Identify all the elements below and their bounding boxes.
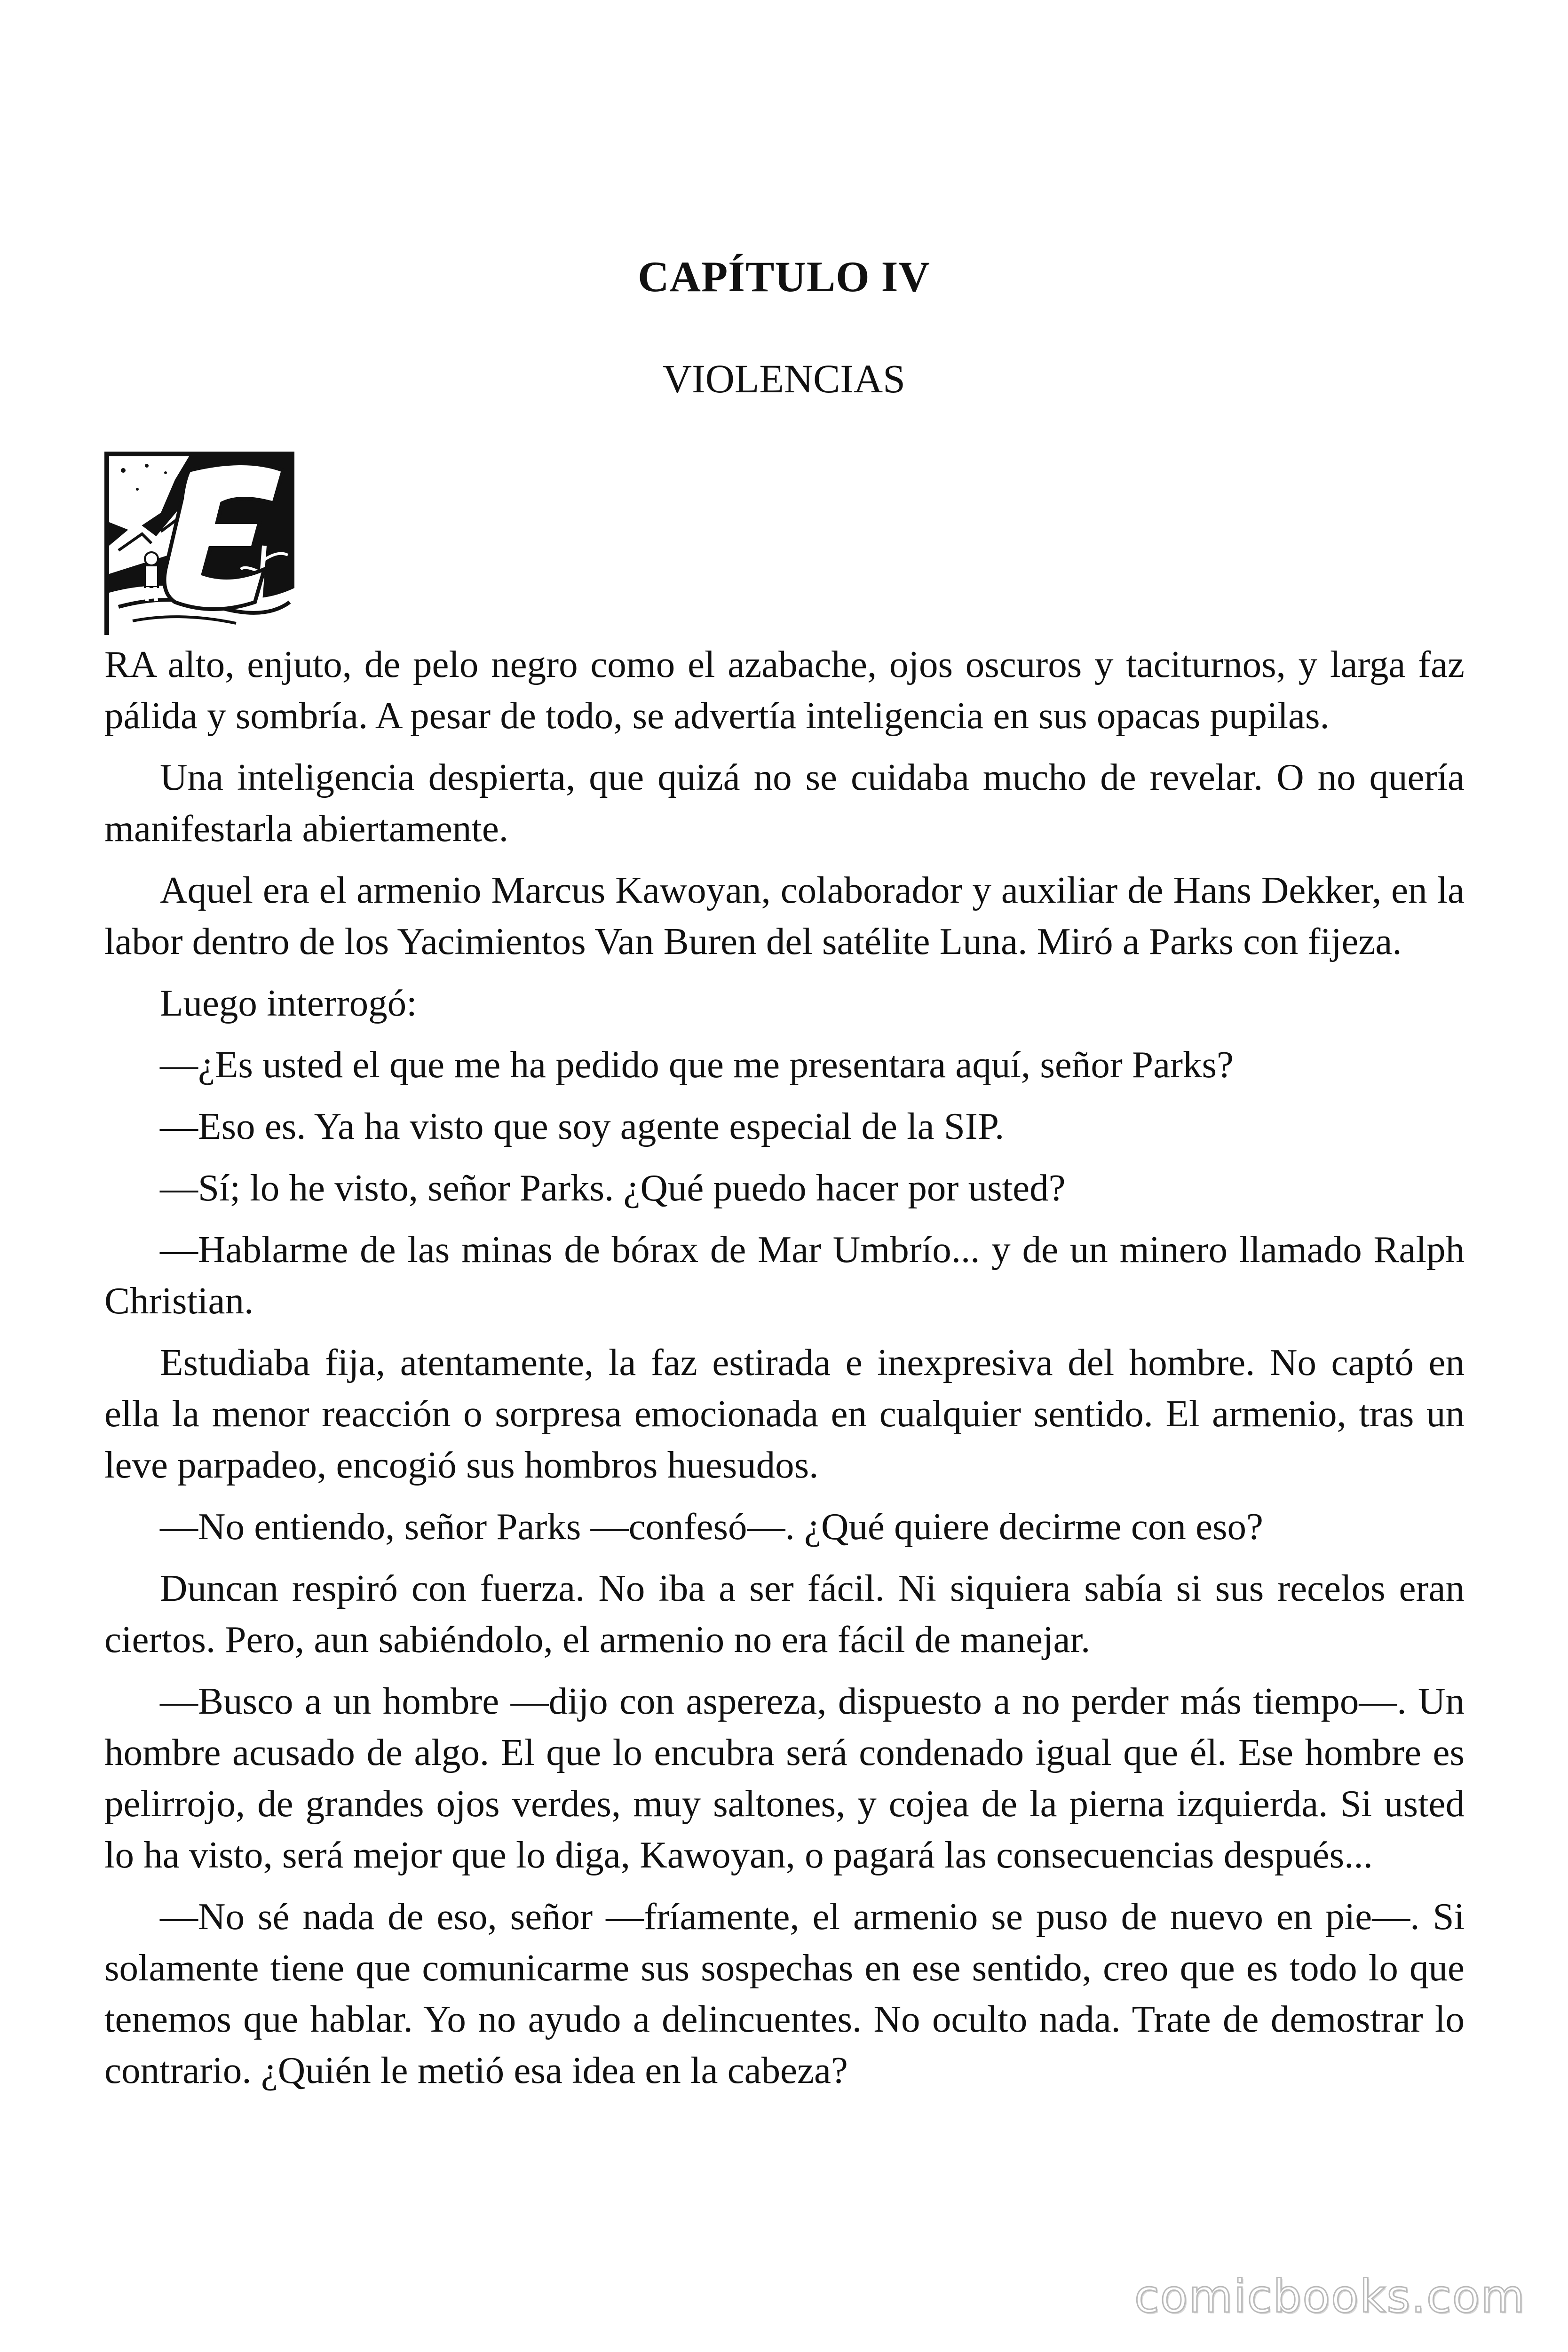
paragraph: Duncan respiró con fuerza. No iba a ser fácil. Ni siquiera sabía si sus recelos eran ciertos. Pero, aun sabiéndolo, el armenio no era fácil de manejar. <box>104 1567 1465 1661</box>
paragraph: Una inteligencia despierta, que quizá no se cuidaba mucho de revelar. O no quería manifestarla abiertamente. <box>104 756 1465 850</box>
paragraph: —Sí; lo he visto, señor Parks. ¿Qué puedo hacer por usted? <box>160 1167 1066 1209</box>
paragraph: —Busco a un hombre —dijo con aspereza, dispuesto a no perder más tiempo—. Un hombre acusado de algo. El que lo encubra será condenado igual que él. Ese hombre es pelirrojo, de grandes ojos verdes, muy saltones, y cojea de la pierna izquierda. Si usted lo ha visto, será mejor que lo diga, Kawoyan, o pagará las consecuencias después... <box>104 1680 1465 1876</box>
chapter-subtitle: VIOLENCIAS <box>663 356 905 401</box>
paragraph: —¿Es usted el que me ha pedido que me presentara aquí, señor Parks? <box>160 1043 1234 1086</box>
paragraph: Aquel era el armenio Marcus Kawoyan, colaborador y auxiliar de Hans Dekker, en la labor dentro de los Yacimientos Van Buren del satélite Luna. Miró a Parks con fijeza. <box>104 869 1465 962</box>
watermark: comicbooks.com <box>1134 2270 1526 2323</box>
paragraph: Estudiaba fija, atentamente, la faz estirada e inexpresiva del hombre. No captó en ella la menor reacción o sorpresa emocionada en cualquier sentido. El armenio, tras un leve parpadeo, encogió sus hombros huesudos. <box>104 1341 1465 1486</box>
illustrated-drop-cap-e-icon <box>104 452 294 635</box>
paragraph: RA alto, enjuto, de pelo negro como el azabache, ojos oscuros y taciturnos, y larga faz pálida y sombría. A pesar de todo, se advertía inteligencia en sus opacas pupilas. <box>104 643 1465 737</box>
paragraph: —No sé nada de eso, señor —fríamente, el armenio se puso de nuevo en pie—. Si solamente tiene que comunicarme sus sospechas en ese sentido, creo que es todo lo que tenemos que hablar. Yo no ayudo a delincuentes. No oculto nada. Trate de demostrar lo contrario. ¿Quién le metió esa idea en la cabeza? <box>104 1895 1465 2091</box>
chapter-title: CAPÍTULO IV <box>638 253 930 301</box>
paragraph: —No entiendo, señor Parks —confesó—. ¿Qué quiere decirme con eso? <box>160 1505 1263 1548</box>
paragraph: —Hablarme de las minas de bórax de Mar Umbrío... y de un minero llamado Ralph Christian. <box>104 1228 1465 1322</box>
paragraph: Luego interrogó: <box>160 982 417 1024</box>
paragraph: —Eso es. Ya ha visto que soy agente especial de la SIP. <box>160 1105 1005 1147</box>
body-text <box>104 639 1465 2106</box>
